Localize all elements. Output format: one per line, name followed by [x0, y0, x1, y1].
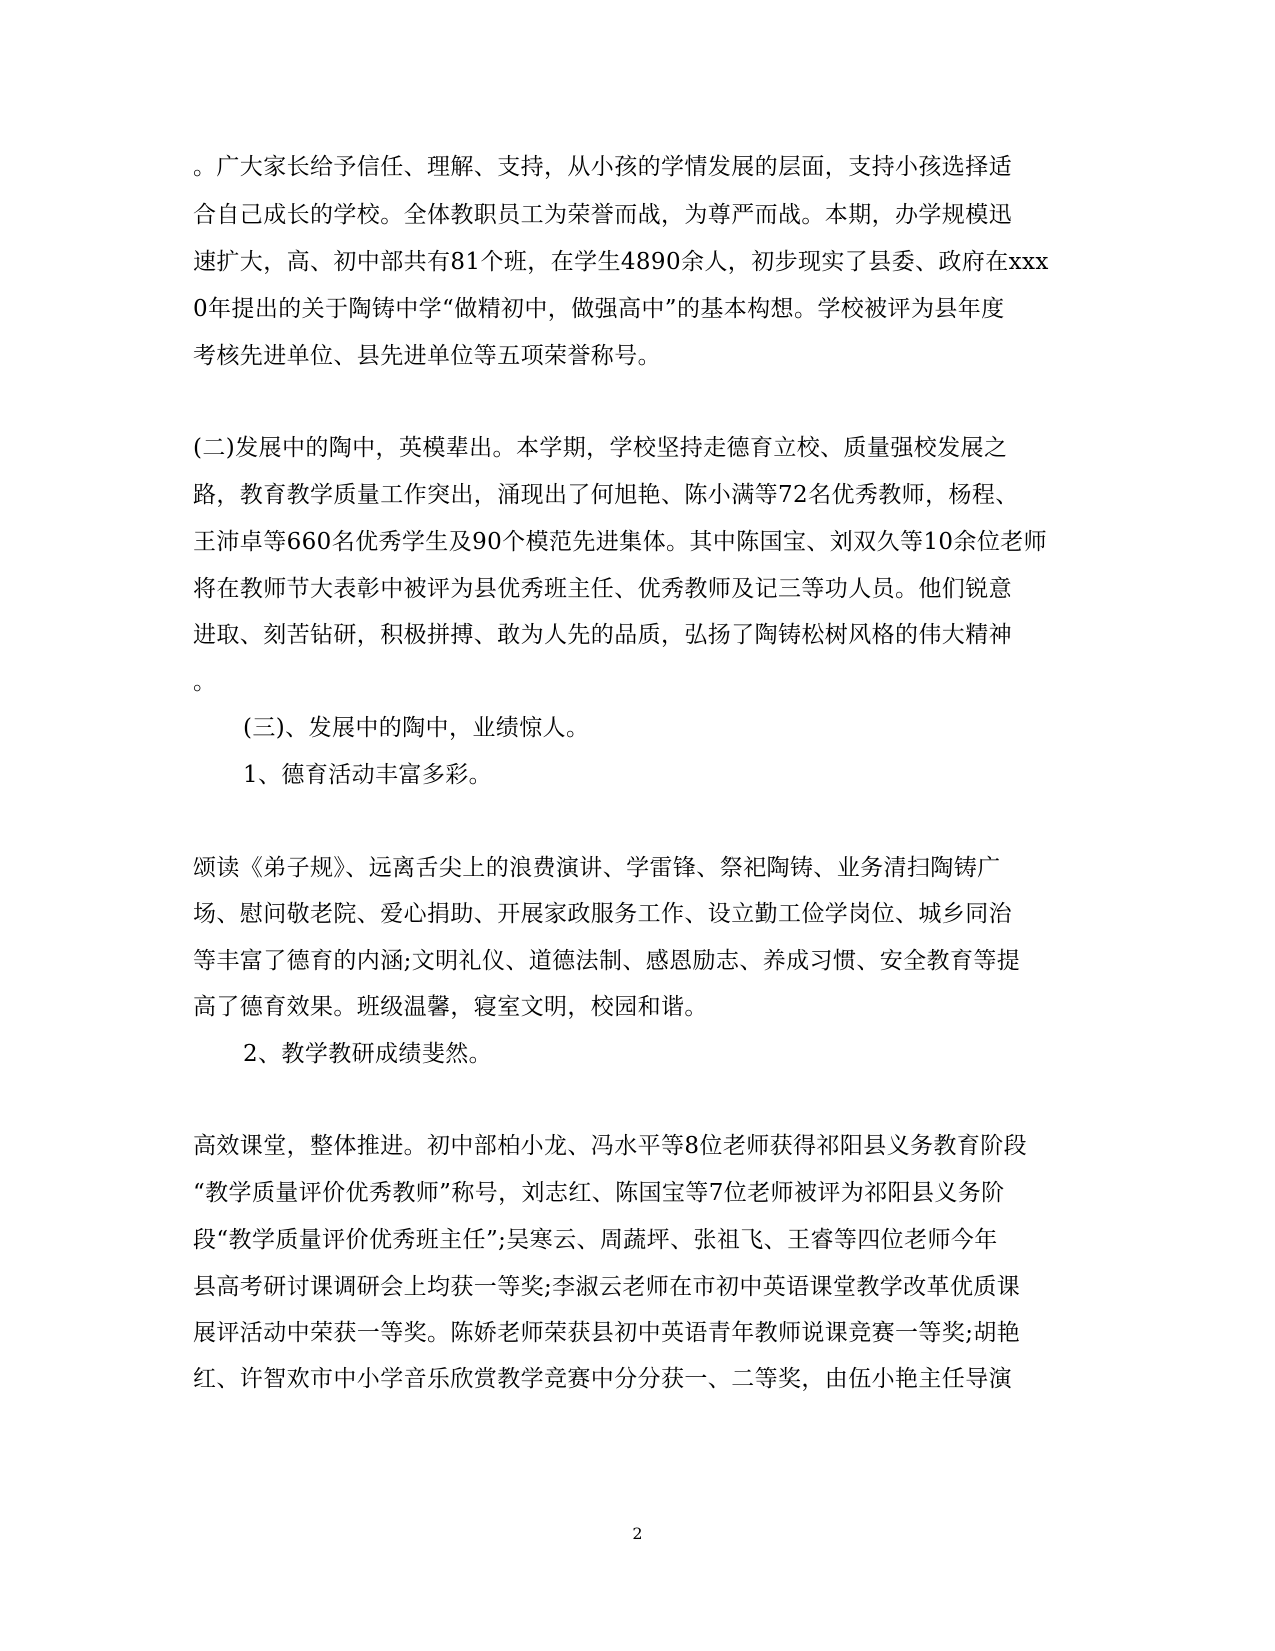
text-line: 考核先进单位、县先进单位等五项荣誉称号。 — [193, 343, 661, 369]
subsection-heading: 2、教学教研成绩斐然。 — [243, 1041, 493, 1067]
text-line: 。广大家长给予信任、理解、支持，从小孩的学情发展的层面，支持小孩选择适 — [193, 154, 1012, 180]
text-line: 颂读《弟子规》、远离舌尖上的浪费演讲、学雷锋、祭祀陶铸、业务清扫陶铸广 — [193, 855, 1001, 881]
text-line: 段“教学质量评价优秀班主任”;吴寒云、周蔬坪、张祖飞、王睿等四位老师今年 — [193, 1227, 998, 1253]
text-line: 路，教育教学质量工作突出，涌现出了何旭艳、陈小满等72名优秀教师，杨程、 — [193, 482, 1019, 508]
text-line: 等丰富了德育的内涵;文明礼仪、道德法制、感恩励志、养成习惯、安全教育等提 — [193, 948, 1021, 974]
text-line: 场、慰问敬老院、爱心捐助、开展家政服务工作、设立勤工俭学岗位、城乡同治 — [193, 901, 1012, 927]
text-line: 将在教师节大表彰中被评为县优秀班主任、优秀教师及记三等功人员。他们锐意 — [193, 576, 1012, 602]
text-line: “教学质量评价优秀教师”称号，刘志红、陈国宝等7位老师被评为祁阳县义务阶 — [193, 1180, 1005, 1206]
text-line: 。 — [193, 669, 217, 695]
text-line: 高了德育效果。班级温馨，寝室文明，校园和谐。 — [193, 994, 708, 1020]
text-line: 速扩大，高、初中部共有81个班，在学生4890余人，初步现实了县委、政府在xxx — [193, 249, 1049, 275]
page-number: 2 — [632, 1524, 643, 1543]
section-heading: (三)、发展中的陶中，业绩惊人。 — [243, 715, 590, 741]
text-line: 进取、刻苦钻研，积极拼搏、敢为人先的品质，弘扬了陶铸松树风格的伟大精神 — [193, 622, 1012, 648]
subsection-heading: 1、德育活动丰富多彩。 — [243, 762, 493, 788]
text-line: (二)发展中的陶中，英模辈出。本学期，学校坚持走德育立校、质量强校发展之 — [193, 435, 1008, 461]
text-line: 王沛卓等660名优秀学生及90个模范先进集体。其中陈国宝、刘双久等10余位老师 — [193, 529, 1048, 555]
text-line: 展评活动中荣获一等奖。陈娇老师荣获县初中英语青年教师说课竞赛一等奖;胡艳 — [193, 1320, 1021, 1346]
text-line: 合自己成长的学校。全体教职员工为荣誉而战，为尊严而战。本期，办学规模迅 — [193, 202, 1012, 228]
text-line: 红、许智欢市中小学音乐欣赏教学竞赛中分分获一、二等奖，由伍小艳主任导演 — [193, 1366, 1012, 1392]
text-line: 高效课堂，整体推进。初中部柏小龙、冯水平等8位老师获得祁阳县义务教育阶段 — [193, 1133, 1028, 1159]
text-line: 0年提出的关于陶铸中学“做精初中，做强高中”的基本构想。学校被评为县年度 — [193, 296, 1005, 322]
text-line: 县高考研讨课调研会上均获一等奖;李淑云老师在市初中英语课堂教学改革优质课 — [193, 1274, 1021, 1300]
